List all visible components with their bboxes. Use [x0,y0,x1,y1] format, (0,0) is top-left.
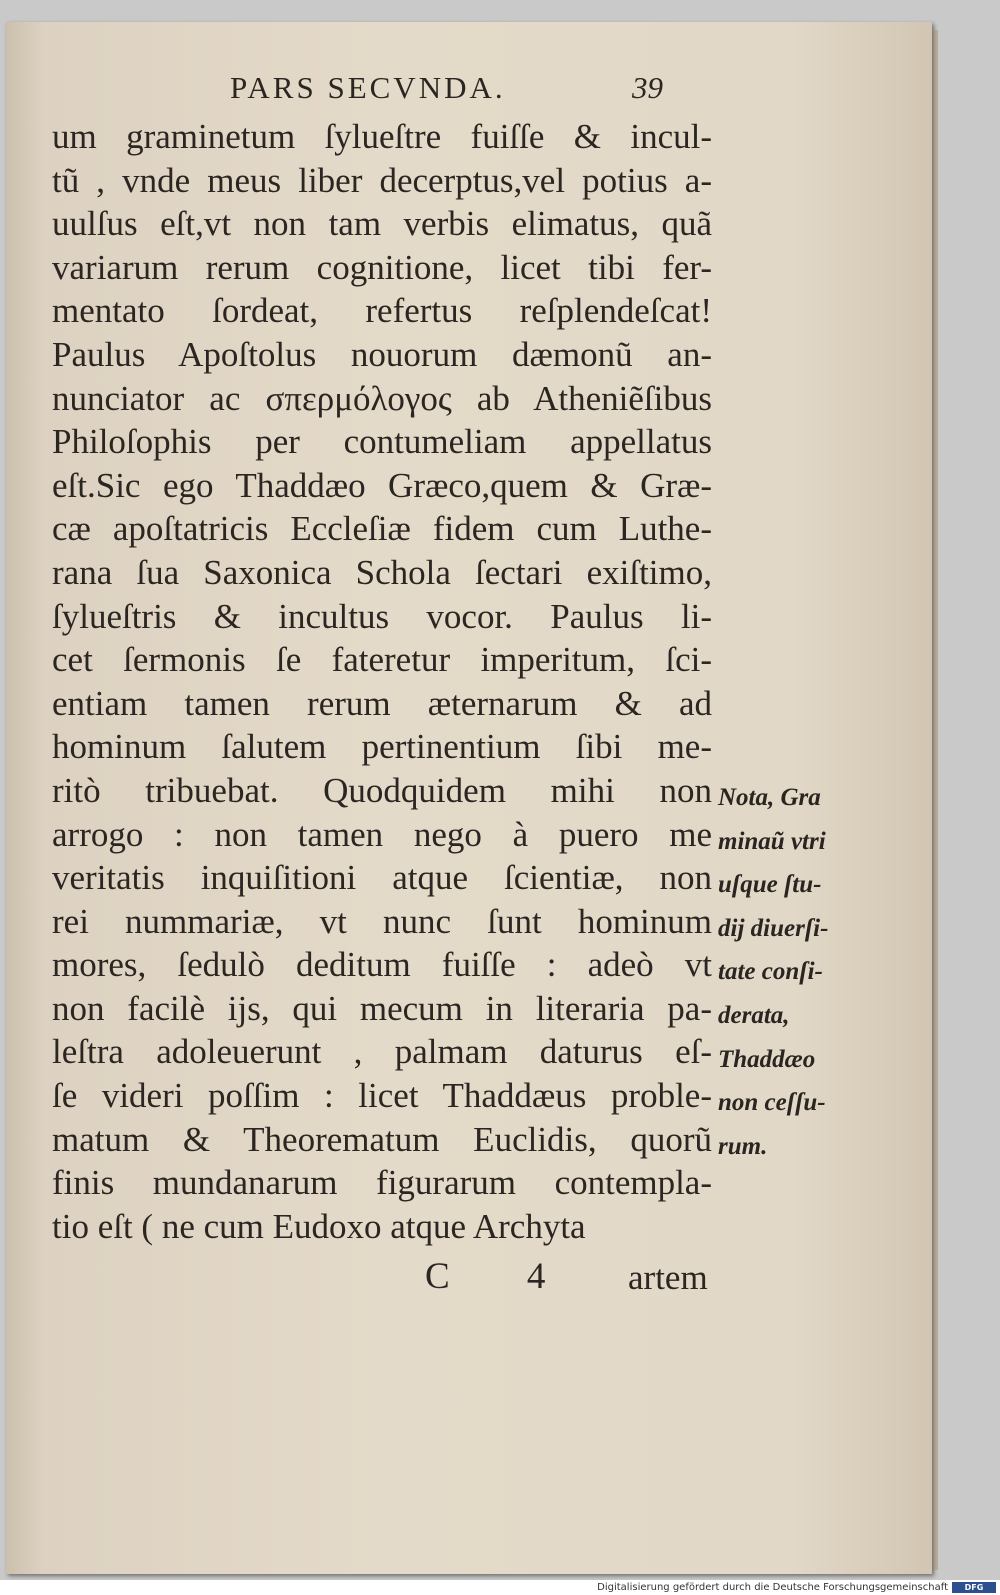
text-line: rei nummariæ, vt nunc ſunt hominum [52,901,712,941]
running-title: PARS SECVNDA. [230,70,506,105]
text-line: mentato ſordeat, refertus reſplendeſcat! [52,291,712,331]
text-line: tio eſt ( ne cum Eudoxo atque Archyta [52,1206,586,1246]
text-line: eſt.Sic ego Thaddæo Græco,quem & Græ- [52,465,712,505]
signature-mark: C 4 [425,1256,580,1297]
text-line: nunciator ac σπερμόλογος ab Atheniẽſibus [52,378,712,418]
marginal-note-line: tate conſi- [718,958,823,986]
text-line: veritatis inquiſitioni atque ſcientiæ, non [52,858,712,898]
text-line: uulſus eſt,vt non tam verbis elimatus, quã [52,204,712,244]
text-line: um graminetum ſylueſtre fuiſſe & incul- [52,117,712,156]
marginal-note-line: Nota, Gra [718,784,821,811]
marginal-note-line: dij diuerſi- [718,914,829,942]
marginal-note-line: non ceſſu- [718,1089,826,1117]
text-line: Philoſophis per contumeliam appellatus [52,422,712,462]
text-line: tũ , vnde meus liber decerptus,vel potius a- [52,160,712,200]
marginal-note-line: derata, [718,1001,790,1029]
text-line: arrogo : non tamen nego à puero me [52,814,712,854]
text-line: matum & Theorematum Euclidis, quorũ [52,1119,712,1159]
catchword: artem [628,1258,708,1297]
text-line: ritò tribuebat. Quodquidem mihi non [52,770,712,810]
text-line: hominum ſalutem pertinentium ſibi me- [52,727,712,767]
text-line: variarum rerum cognitione, licet tibi fer- [52,247,712,287]
text-line: cæ apoſtatricis Eccleſiæ fidem cum Luthe- [52,509,712,549]
text-line: finis mundanarum figurarum contempla- [52,1163,712,1203]
text-line: entiam tamen rerum æternarum & ad [52,683,712,723]
dfg-logo-icon: DFG [952,1582,996,1593]
text-line: Paulus Apoſtolus nouorum dæmonũ an- [52,334,712,374]
footer-bar [0,1580,1000,1595]
marginal-note-line: minaũ vtri [718,827,826,855]
marginal-note-line: uſque ſtu- [718,871,822,899]
text-line: ſe videri poſſim : licet Thaddæus proble- [52,1076,712,1116]
marginal-note-line: rum. [718,1132,768,1160]
marginal-note-line: Thaddæo [718,1045,816,1073]
text-line: cet ſermonis ſe fateretur imperitum, ſci- [52,640,712,680]
body-text [52,115,712,1248]
text-line: leſtra adoleuerunt , palmam daturus eſ- [52,1032,712,1072]
text-line: ſylueſtris & incultus vocor. Paulus li- [52,596,712,636]
text-line: non facilè ijs, qui mecum in literaria pa- [52,988,712,1028]
marginal-note [718,776,858,1168]
page-number: 39 [632,70,663,105]
page-header [0,70,938,110]
text-line: mores, ſedulò deditum fuiſſe : adeò vt [52,945,712,985]
text-line: rana ſua Saxonica Schola ſectari exiſtimo, [52,552,712,592]
funding-credit: Digitalisierung gefördert durch die Deutsche Forschungsgemeinschaft [597,1582,948,1593]
